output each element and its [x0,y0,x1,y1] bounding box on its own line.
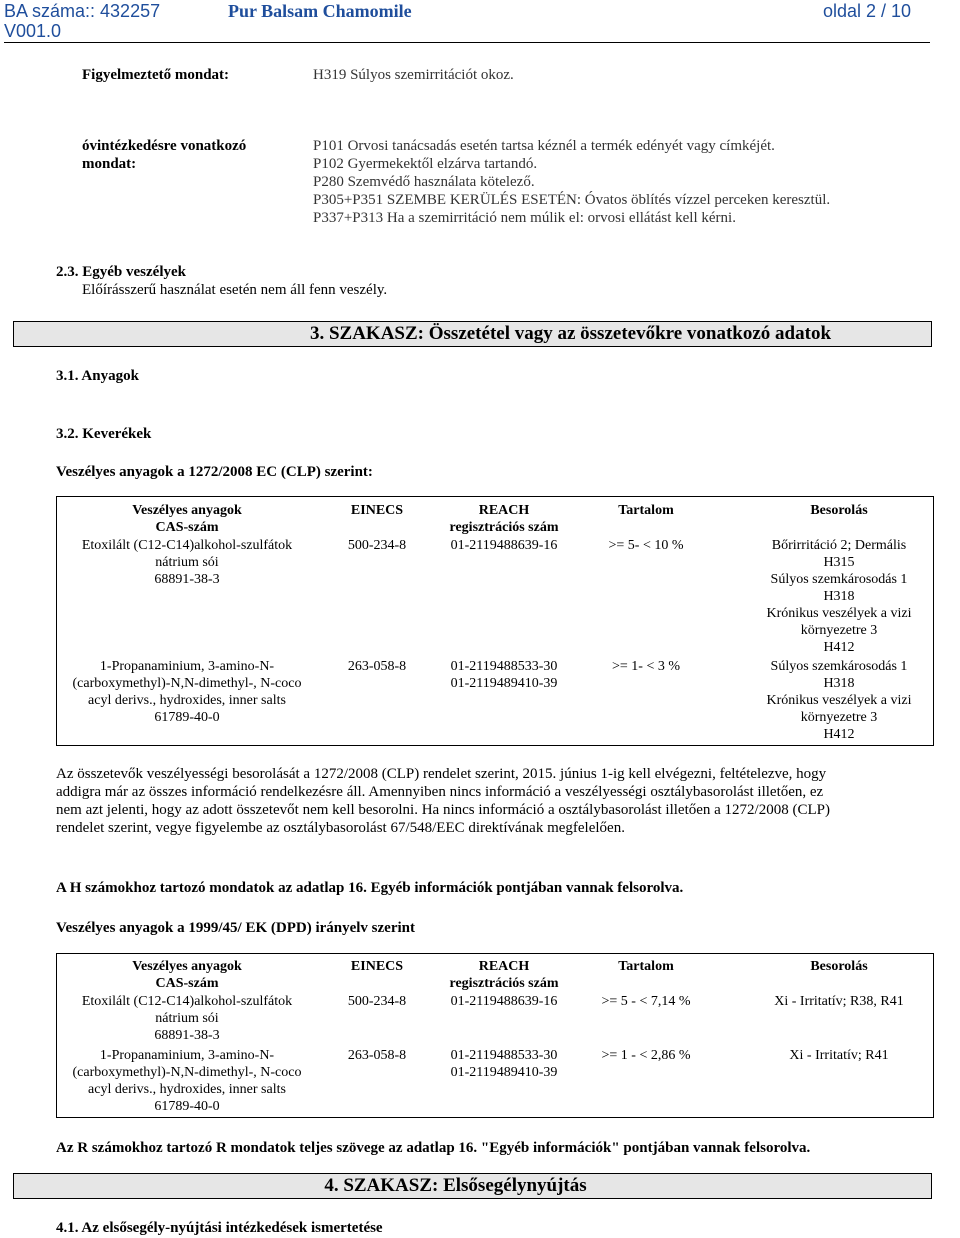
precaution-line: P305+P351 SZEMBE KERÜLÉS ESETÉN: Óvatos öblítés vízzel perceken keresztül. [313,192,831,208]
section-2-3-heading: 2.3. Egyéb veszélyek [56,264,186,280]
section-3-2-heading: 3.2. Keverékek [56,426,152,442]
precaution-line: P101 Orvosi tanácsadás esetén tartsa kéznél a termék edényét vagy címkéjét. [313,138,775,154]
section-4-1-heading: 4.1. Az elsősegély-nyújtási intézkedések ismertetése [56,1220,383,1236]
document-number: BA száma:: 432257 [4,1,161,21]
einecs-value: 263-058-8 [347,659,407,674]
einecs-value: 500-234-8 [347,538,407,553]
col-header-substance: Veszélyes anyagok CAS-szám [132,959,242,991]
reach-value: 01-2119488533-30 01-2119489410-39 [450,1048,558,1080]
table-row: 1-Propanaminium, 3-amino-N- (carboxymethyl)-N,N-dimethyl-, N-coco acyl derivs., hydroxides, inner salts 61789-40-0 [72,659,302,725]
warning-text: H319 Súlyos szemirritációt okoz. [313,67,514,83]
classification-value: Xi - Irritatív; R41 [789,1048,889,1063]
einecs-value: 500-234-8 [347,994,407,1009]
section-4-title: 4. SZAKASZ: Elsősegélynyújtás [13,1173,932,1199]
precaution-line: P102 Gyermekektől elzárva tartandó. [313,156,538,172]
content-value: >= 1- < 3 % [611,659,680,674]
content-value: >= 5- < 10 % [608,538,684,553]
einecs-value: 263-058-8 [347,1048,407,1063]
classification-value: Súlyos szemkárosodás 1 H318 Krónikus veszélyek a vizi környezetre 3 H412 [766,659,912,742]
precaution-statements [313,137,830,227]
table-row: 1-Propanaminium, 3-amino-N- (carboxymethyl)-N,N-dimethyl-, N-coco acyl derivs., hydroxides, inner salts 61789-40-0 [72,1048,302,1114]
precaution-line: P337+P313 Ha a szemirritáció nem múlik el: orvosi ellátást kell kérni. [313,210,736,226]
dpd-heading: Veszélyes anyagok a 1999/45/ EK (DPD) irányelv szerint [56,920,415,936]
section-3-title: 3. SZAKASZ: Összetétel vagy az összetevőkre vonatkozó adatok [13,321,932,347]
classification-value: Bőrirritáció 2; Dermális H315 Súlyos szemkárosodás 1 H318 Krónikus veszélyek a vizi környezetre 3 H412 [766,538,912,655]
col-header-classification: Besorolás [810,959,868,974]
section-3-1-heading: 3.1. Anyagok [56,368,139,384]
warning-label: Figyelmeztető mondat: [82,67,230,83]
product-name: Pur Balsam Chamomile [228,1,412,21]
col-header-einecs: EINECS [350,503,404,518]
content-value: >= 1 - < 2,86 % [601,1048,691,1063]
precaution-label: óvintézkedésre vonatkozó mondat: [82,138,247,172]
page-number: oldal 2 / 10 [823,1,912,21]
header-divider [4,42,930,43]
precaution-line: P280 Szemvédő használata kötelező. [313,174,535,190]
col-header-substance: Veszélyes anyagok CAS-szám [132,503,242,535]
clp-note: Az összetevők veszélyességi besorolását a 1272/2008 (CLP) rendelet szerint, 2015. június 1-ig kell elvégezni, feltételezve, hogy addigra már az összes információ rendelkezésre áll. Amennyiben nincs információ a veszélyességi osztálybasorolást illetően, ez nem azt jelenti, hogy az adott összetevőt nem kell besorolni. Ha nincs információ a osztálybasorolást illetően a 1272/2008 (CLP) rendelet szerint, vegye figyelembe az osztálybasorolást 67/548/EEC direktívának megfelelően. [56,766,830,836]
content-value: >= 5 - < 7,14 % [601,994,691,1009]
h-statements-note: A H számokhoz tartozó mondatok az adatlap 16. Egyéb információk pontjában vannak felsorolva. [56,880,684,896]
r-phrases-note: Az R számokhoz tartozó R mondatok teljes szövege az adatlap 16. "Egyéb információk" pontjában vannak felsorolva. [56,1140,811,1156]
reach-value: 01-2119488639-16 [450,994,558,1009]
table-row: Etoxilált (C12-C14)alkohol-szulfátok nátrium sói 68891-38-3 [81,994,293,1043]
col-header-content: Tartalom [618,503,674,518]
col-header-content: Tartalom [618,959,674,974]
version-number: V001.0 [4,21,62,41]
classification-value: Xi - Irritatív; R38, R41 [774,994,904,1009]
col-header-reach: REACH regisztrációs szám [449,959,559,991]
col-header-einecs: EINECS [350,959,404,974]
reach-value: 01-2119488533-30 01-2119489410-39 [450,659,558,691]
clp-heading: Veszélyes anyagok a 1272/2008 EC (CLP) szerint: [56,464,373,480]
col-header-classification: Besorolás [810,503,868,518]
reach-value: 01-2119488639-16 [450,538,558,553]
col-header-reach: REACH regisztrációs szám [449,503,559,535]
table-row: Etoxilált (C12-C14)alkohol-szulfátok nátrium sói 68891-38-3 [81,538,293,587]
section-2-3-text: Előírásszerű használat esetén nem áll fenn veszély. [82,282,388,298]
